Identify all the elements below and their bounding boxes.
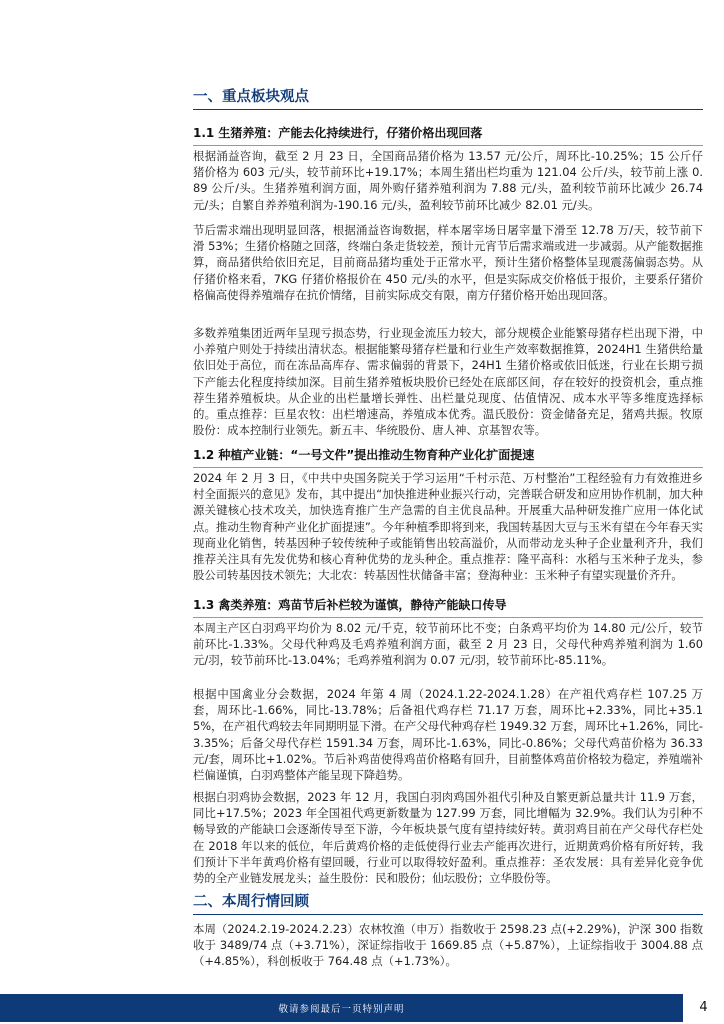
paragraph: 节后需求端出现明显回落，根据涌益咨询数据，样本屠宰场日屠宰量下滑至 12.78 万/天，较节前下滑 53%；生猪价格随之回落，终端白条走货较差，预计元宵节后需求端或进一步减弱。从产能数据推算，商品猪供给依旧充足，目前商品猪均重处于正常水平，预计生猪价格整体呈现震荡偏弱态势。从仔猪价格来看，7KG 仔猪价格报价在 450 元/头的水平，但是实际成交价格低于报价，主要系仔猪价格偏高使得养殖端存在抗价情绪，目前实际成交有限，南方仔猪价格开始出现回落。 xyxy=(193,223,703,302)
footer-disclaimer: 敬请参阅最后一页特别声明 xyxy=(278,1004,405,1015)
subsection-title: 1.3 禽类养殖：鸡苗节后补栏较为谨慎，静待产能缺口传导 xyxy=(193,598,507,612)
divider xyxy=(193,145,703,146)
paragraph: 根据中国禽业分会数据，2024 年第 4 周（2024.1.22-2024.1.28）在产祖代鸡存栏 107.25 万套，周环比-1.66%，同比-13.78%；后备祖代鸡存栏 71.17 万套，周环比+2.33%，同比+35.15%，在产祖代鸡较去年同期明显下滑。在产父母代种鸡存栏 1949.32 万套，周环比+1.26%，同比-3.35%；后备父母代存栏 1591.34 万套，周环比-1.63%，同比-0.86%；父母代鸡苗价格为 36.33 元/套，周环比+1.02%。节后补鸡苗使得鸡苗价格略有回升，目前整体鸡苗价格较为稳定，养殖端补栏偏谨慎，白羽鸡整体产能呈现下降趋势。 xyxy=(193,687,703,783)
paragraph: 2024 年 2 月 3 日，《中共中央国务院关于学习运用“千村示范、万村整治”工程经验有力有效推进乡村全面振兴的意见》发布，其中提出“加快推进种业振兴行动，完善联合研发和应用协作机制，加大种源关键核心技术攻关，加快选育推广生产急需的自主优良品种。开展重大品种研发推广应用一体化试点。推动生物育种产业化扩面提速”。今年种植季即将到来，我国转基因大豆与玉米有望在今年春天实现商业化销售，转基因种子较传统种子或能销售出较高溢价，从而带动龙头种子企业量利齐升，我们推荐关注具有先发优势和核心育种优势的龙头种企。重点推荐：隆平高科：水稻与玉米种子龙头，参股公司转基因技术领先；大北农：转基因性状储备丰富；登海种业：玉米种子有望实现量价齐升。 xyxy=(193,471,703,583)
subsection-heading-1-2 xyxy=(193,447,703,463)
page-number: 4 xyxy=(683,994,724,1022)
paragraph: 根据涌益咨询，截至 2 月 23 日，全国商品猪价格为 13.57 元/公斤，周环比-10.25%；15 公斤仔猪价格为 603 元/头，较节前环比+19.17%；本周生猪出栏均重为 121.04 公斤/头，较节前上涨 0.89 公斤/头。生猪养殖利润方面，周外购仔猪养殖利润为 7.88 元/头，盈利较节前环比减少 26.74 元/头；自繁自养养殖利润为-190.16 元/头，盈利较节前环比减少 82.01 元/头。 xyxy=(193,149,703,212)
footer-bar xyxy=(0,994,683,1022)
divider xyxy=(193,467,703,468)
section-heading-2: 二、本周行情回顾 xyxy=(193,893,703,915)
divider xyxy=(193,617,703,618)
paragraph: 多数养殖集团近两年呈现亏损态势，行业现金流压力较大，部分规模企业能繁母猪存栏出现下滑，中小养殖户则处于持续出清状态。根据能繁母猪存栏量和行业生产效率数据推算，2024H1 生猪供给量依旧处于高位，而在冻品高库存、需求偏弱的背景下，24H1 生猪价格或依旧低迷，行业在长期亏损下产能去化程度持续加深。目前生猪养殖板块股价已经处在底部区间，存在较好的投资机会，重点推荐生猪养殖板块。从企业的出栏量增长弹性、出栏量兑现度、估值情况、成本水平等多维度选择标的。重点推荐：巨星农牧：出栏增速高，养殖成本优秀。温氏股份：资金储备充足，猪鸡共振。牧原股份：成本控制行业领先。新五丰、华统股份、唐人神、京基智农等。 xyxy=(193,326,703,438)
subsection-heading-1-3 xyxy=(193,597,703,613)
subsection-title: 1.1 生猪养殖：产能去化持续进行，仔猪价格出现回落 xyxy=(193,126,483,140)
subsection-title: 1.2 种植产业链：“一号文件”提出推动生物育种产业化扩面提速 xyxy=(193,448,535,462)
paragraph: 本周（2024.2.19-2024.2.23）农林牧渔（申万）指数收于 2598.23 点(+2.29%)，沪深 300 指数收于 3489/74 点（+3.71%），深证综指收于 1669.85 点（+5.87%），上证综指收于 3004.88 点（+4.85%），科创板收于 764.48 点（+1.73%）。 xyxy=(193,922,703,969)
paragraph: 本周主产区白羽鸡平均价为 8.02 元/千克，较节前环比不变；白条鸡平均价为 14.80 元/公斤，较节前环比-1.33%。父母代种鸡及毛鸡养殖利润方面，截至 2 月 23 日，父母代种鸡养殖利润为 1.60 元/羽，较节前环比-13.04%；毛鸡养殖利润为 0.07 元/羽，较节前环比-85.11%。 xyxy=(193,621,703,668)
paragraph: 根据白羽鸡协会数据，2023 年 12 月，我国白羽肉鸡国外祖代引种及自繁更新总量共计 11.9 万套，同比+17.5%；2023 年全国祖代鸡更新数量为 127.99 万套，同比增幅为 32.9%。我们认为引种不畅导致的产能缺口会逐渐传导至下游，今年板块景气度有望持续好转。黄羽鸡目前在产父母代存栏处在 2018 年以来的低位，年后黄鸡价格的走低使得行业去产能再次进行，近期黄鸡价格有所好转，我们预计下半年黄鸡价格有望回暖，行业可以取得较好盈利。重点推荐：圣农发展：具有差异化竞争优势的全产业链发展龙头；益生股份：民和股份；仙坛股份；立华股份等。 xyxy=(193,790,703,886)
section-heading-1: 一、重点板块观点 xyxy=(193,88,703,110)
subsection-heading-1-1 xyxy=(193,125,703,141)
